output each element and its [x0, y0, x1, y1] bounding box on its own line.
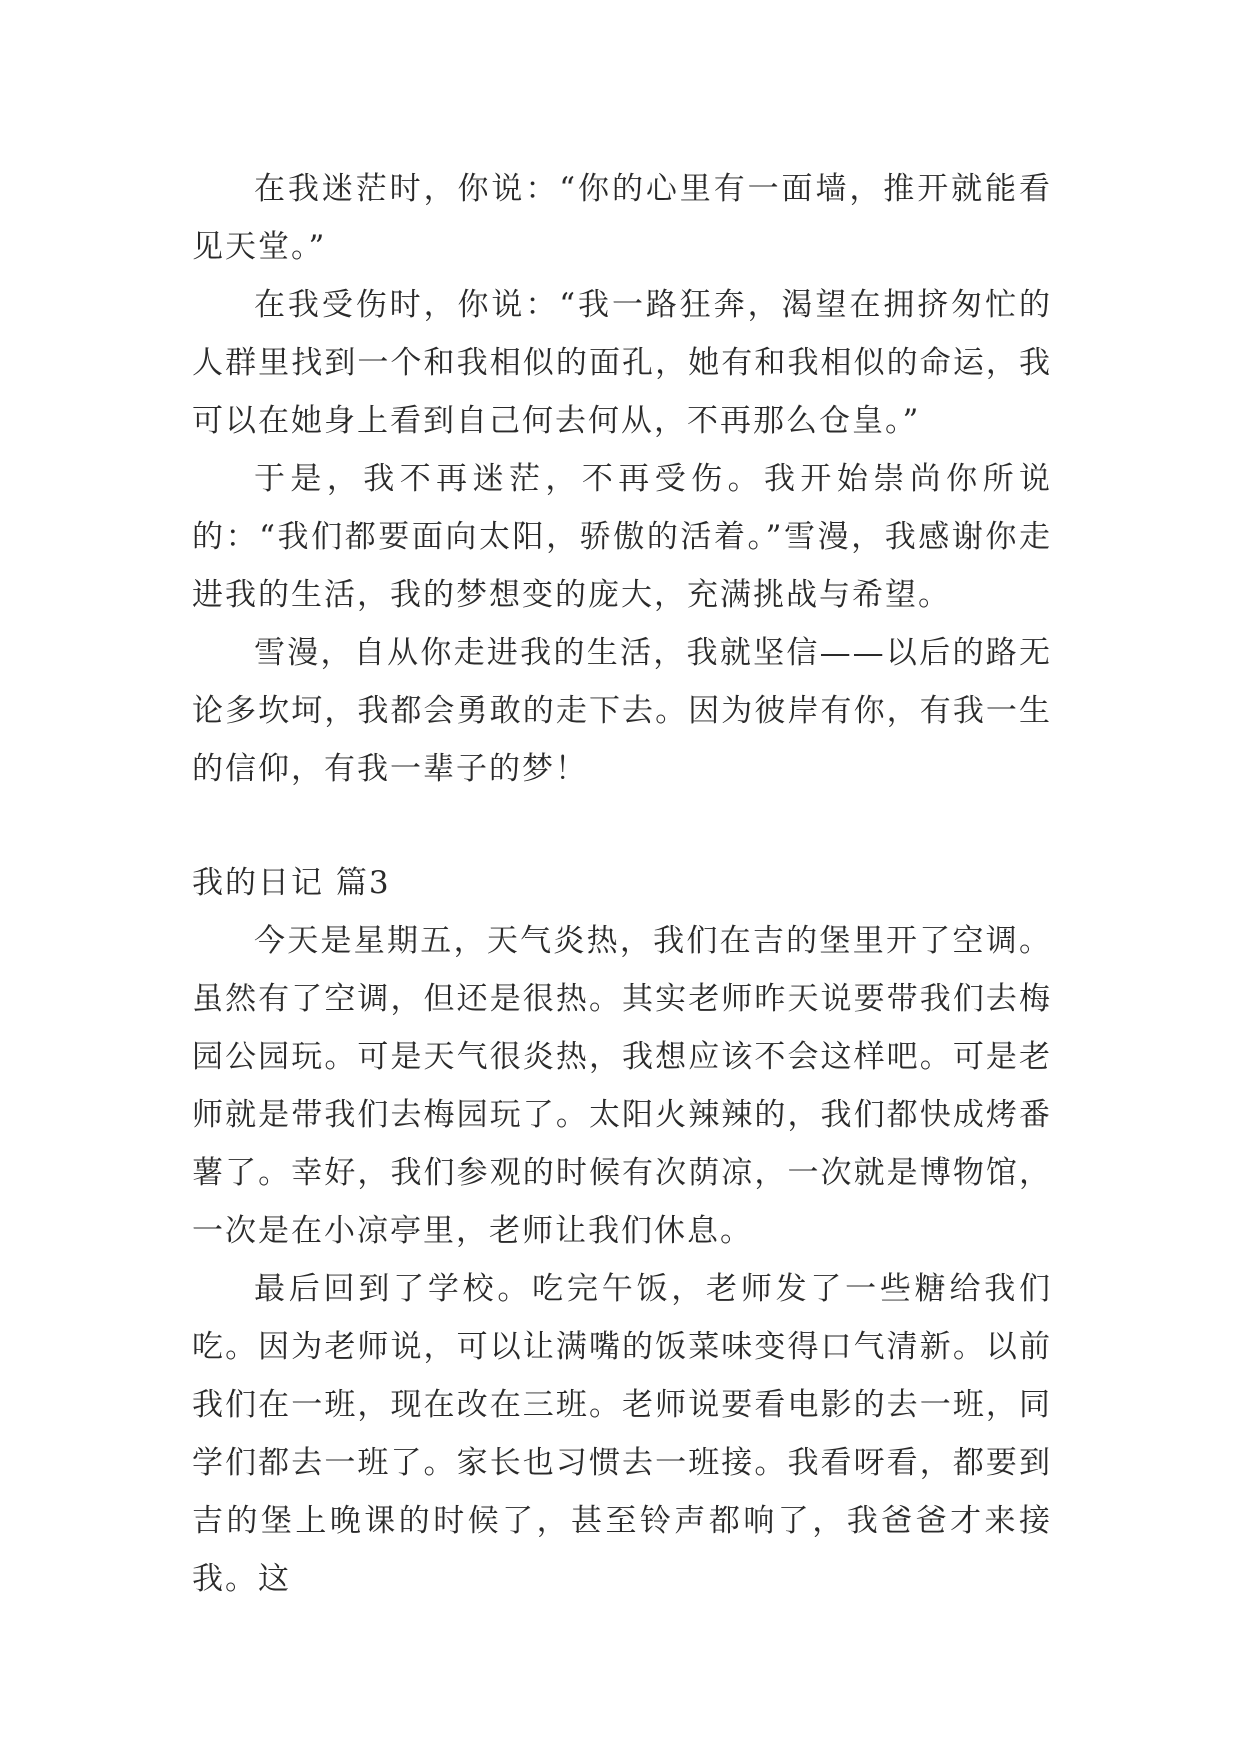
paragraph: 在我迷茫时，你说：“你的心里有一面墙，推开就能看见天堂。”	[192, 171, 1052, 265]
paragraph: 今天是星期五，天气炎热，我们在吉的堡里开了空调。虽然有了空调，但还是很热。其实老师昨天说要带我们去梅园公园玩。可是天气很炎热，我想应该不会这样吧。可是老师就是带我们去梅园玩了。太阳火辣辣的，我们都快成烤番薯了。幸好，我们参观的时候有次荫凉，一次就是博物馆，一次是在小凉亭里，老师让我们休息。	[192, 923, 1052, 1249]
paragraph: 雪漫，自从你走进我的生活，我就坚信——以后的路无论多坎坷，我都会勇敢的走下去。因为彼岸有你，有我一生的信仰，有我一辈子的梦！	[192, 635, 1052, 787]
section-2-title: 我的日记 篇3	[192, 865, 391, 901]
paragraph: 最后回到了学校。吃完午饭，老师发了一些糖给我们吃。因为老师说，可以让满嘴的饭菜味变得口气清新。以前我们在一班，现在改在三班。老师说要看电影的去一班，同学们都去一班了。家长也习惯去一班接。我看呀看，都要到吉的堡上晚课的时候了，甚至铃声都响了，我爸爸才来接我。这	[192, 1271, 1052, 1597]
paragraph: 于是，我不再迷茫，不再受伤。我开始崇尚你所说的：“我们都要面向太阳，骄傲的活着。”雪漫，我感谢你走进我的生活，我的梦想变的庞大，充满挑战与希望。	[192, 461, 1052, 613]
section-1-body	[192, 160, 1052, 798]
section-2-body	[192, 912, 1052, 1608]
paragraph: 在我受伤时，你说：“我一路狂奔，渴望在拥挤匆忙的人群里找到一个和我相似的面孔，她有和我相似的命运，我可以在她身上看到自己何去何从，不再那么仓皇。”	[192, 287, 1052, 439]
